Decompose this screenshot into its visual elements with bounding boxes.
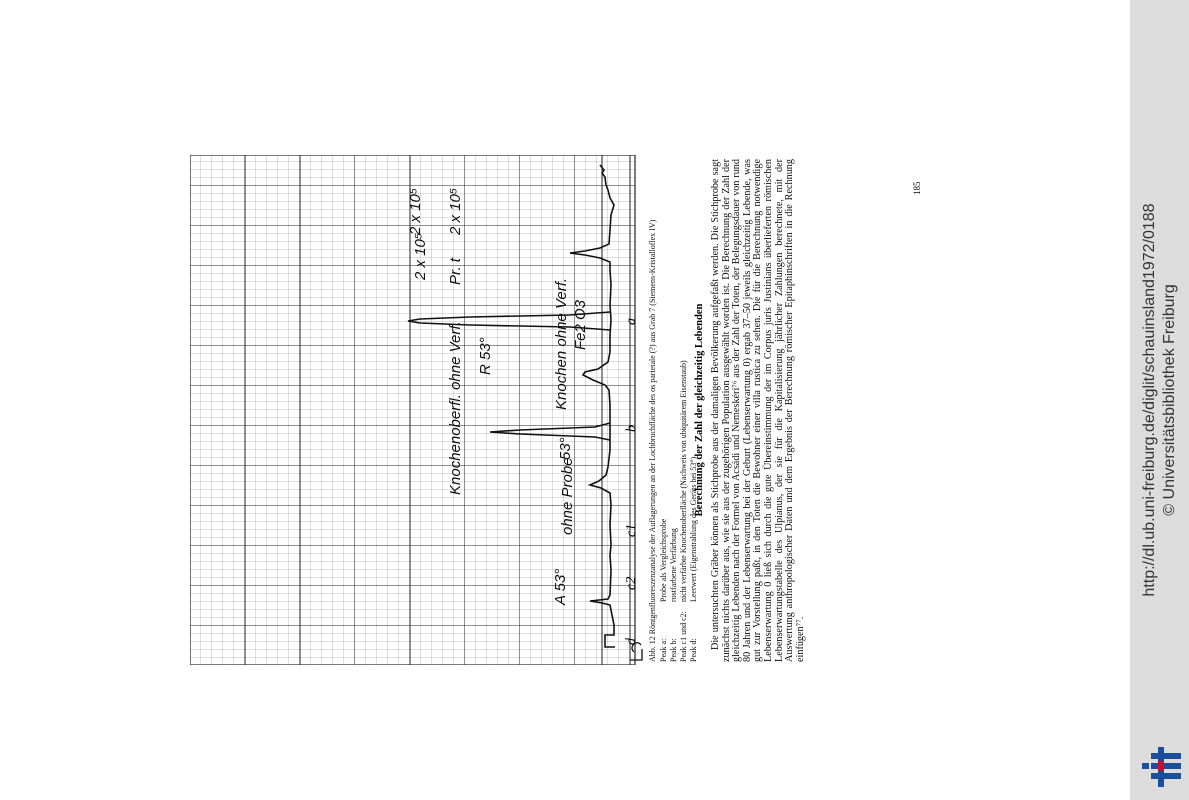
svg-text:c1: c1 — [624, 523, 639, 537]
caption-value: rostfarbene Verfärbung — [669, 528, 678, 602]
caption-key: Peak b: — [669, 638, 678, 662]
svg-text:Fe2 O3: Fe2 O3 — [572, 299, 589, 350]
section-heading: Berechnung der Zahl der gleichzeitig Lebenden — [694, 303, 705, 517]
svg-text:ohne Probe: ohne Probe — [559, 457, 576, 535]
svg-text:R 53°: R 53° — [477, 337, 494, 375]
svg-text:Knochen ohne Verf.: Knochen ohne Verf. — [553, 277, 570, 410]
svg-text:Pr. t: Pr. t — [447, 258, 464, 285]
caption-value: Leerwert (Eigenstrahlung des Geräts bei 53°) — [689, 456, 698, 602]
caption-value: nicht verfärbte Knochenoberfläche (Nachweis von ubiquitärem Eisenstaub) — [679, 360, 688, 602]
caption-row — [679, 157, 689, 662]
xrf-spectrum-figure — [190, 155, 650, 665]
caption-key: Peak d: — [689, 638, 698, 662]
caption-key: Peak c1 und c2: — [679, 611, 688, 662]
scanned-page — [190, 155, 940, 665]
svg-text:d: d — [624, 638, 639, 645]
caption-row — [669, 157, 679, 662]
svg-text:Knochenoberfl. ohne Verf.: Knochenoberfl. ohne Verf. — [447, 321, 464, 495]
svg-text:c2: c2 — [624, 576, 639, 590]
svg-text:53°: 53° — [557, 437, 574, 460]
caption-key: Peak a: — [659, 638, 668, 662]
body-paragraph: Die untersuchten Gräber können als Stichprobe aus der damaligen Bevölkerung aufgefaßt werden. Die Stichprobe sagt zunächst nichts darüber aus, wie sie aus der zugehörigen Population ausgewählt worden ist. Die Berechnung der Zahl der gleichzeitig Lebenden nach der Formel von Acsádi und Nemeskéri⁷⁶ aus der Zahl der Toten, der Belegungsdauer von rund 80 Jahren und der Lebenserwartung bei der Geburt (Lebenserwartung 0) ergab 37–50 jeweils gleichzeitig Lebende, was gut zur Vorstellung paßt, in den Toten die Bewohner einer villa rustica zu sehen. Die für die Berechnung notwendige Lebenserwartung 0 ließ sich durch die gute Übereinstimmung der im Corpus juris Justinians überlieferten römischen Lebenserwartungstabelle des Ulpianus, der sie für die Kapitalisierung jährlicher Zahlungen berechnete, mit der Auswertung anthropologischer Daten und dem Ergebnis der Berechnung römischer Epitaphinschriften in die Rechnung einfügen⁷⁷. — [710, 159, 806, 662]
caption-title: Abb. 12 Röntgenfluoreszenzanalyse der Auflagerungen an der Lochbruchfläche des os parietale (?) aus Grab 7 (Siemens-Kristalloflex IV) — [648, 219, 657, 662]
sidebar-text — [1140, 0, 1180, 800]
caption-value: Probe als Vergleichsprobe — [659, 518, 668, 602]
body-text — [711, 159, 806, 662]
svg-text:2 x 10⁵: 2 x 10⁵ — [412, 232, 429, 280]
page-number: 185 — [912, 181, 922, 195]
sidebar — [1130, 0, 1189, 800]
caption-row — [659, 157, 669, 662]
svg-text:2 x 10⁵: 2 x 10⁵ — [447, 187, 464, 235]
svg-text:A 53°: A 53° — [552, 568, 569, 605]
copyright-notice: © Universitätsbibliothek Freiburg — [1161, 284, 1178, 516]
permalink-url[interactable]: http://dl.ub.uni-freiburg.de/diglit/schauinsland1972/0188 — [1141, 203, 1158, 597]
ub-freiburg-logo-icon[interactable] — [1140, 745, 1182, 790]
svg-text:b: b — [624, 425, 639, 432]
svg-text:a: a — [624, 318, 639, 325]
svg-text:2 x 10⁵: 2 x 10⁵ — [407, 187, 424, 235]
